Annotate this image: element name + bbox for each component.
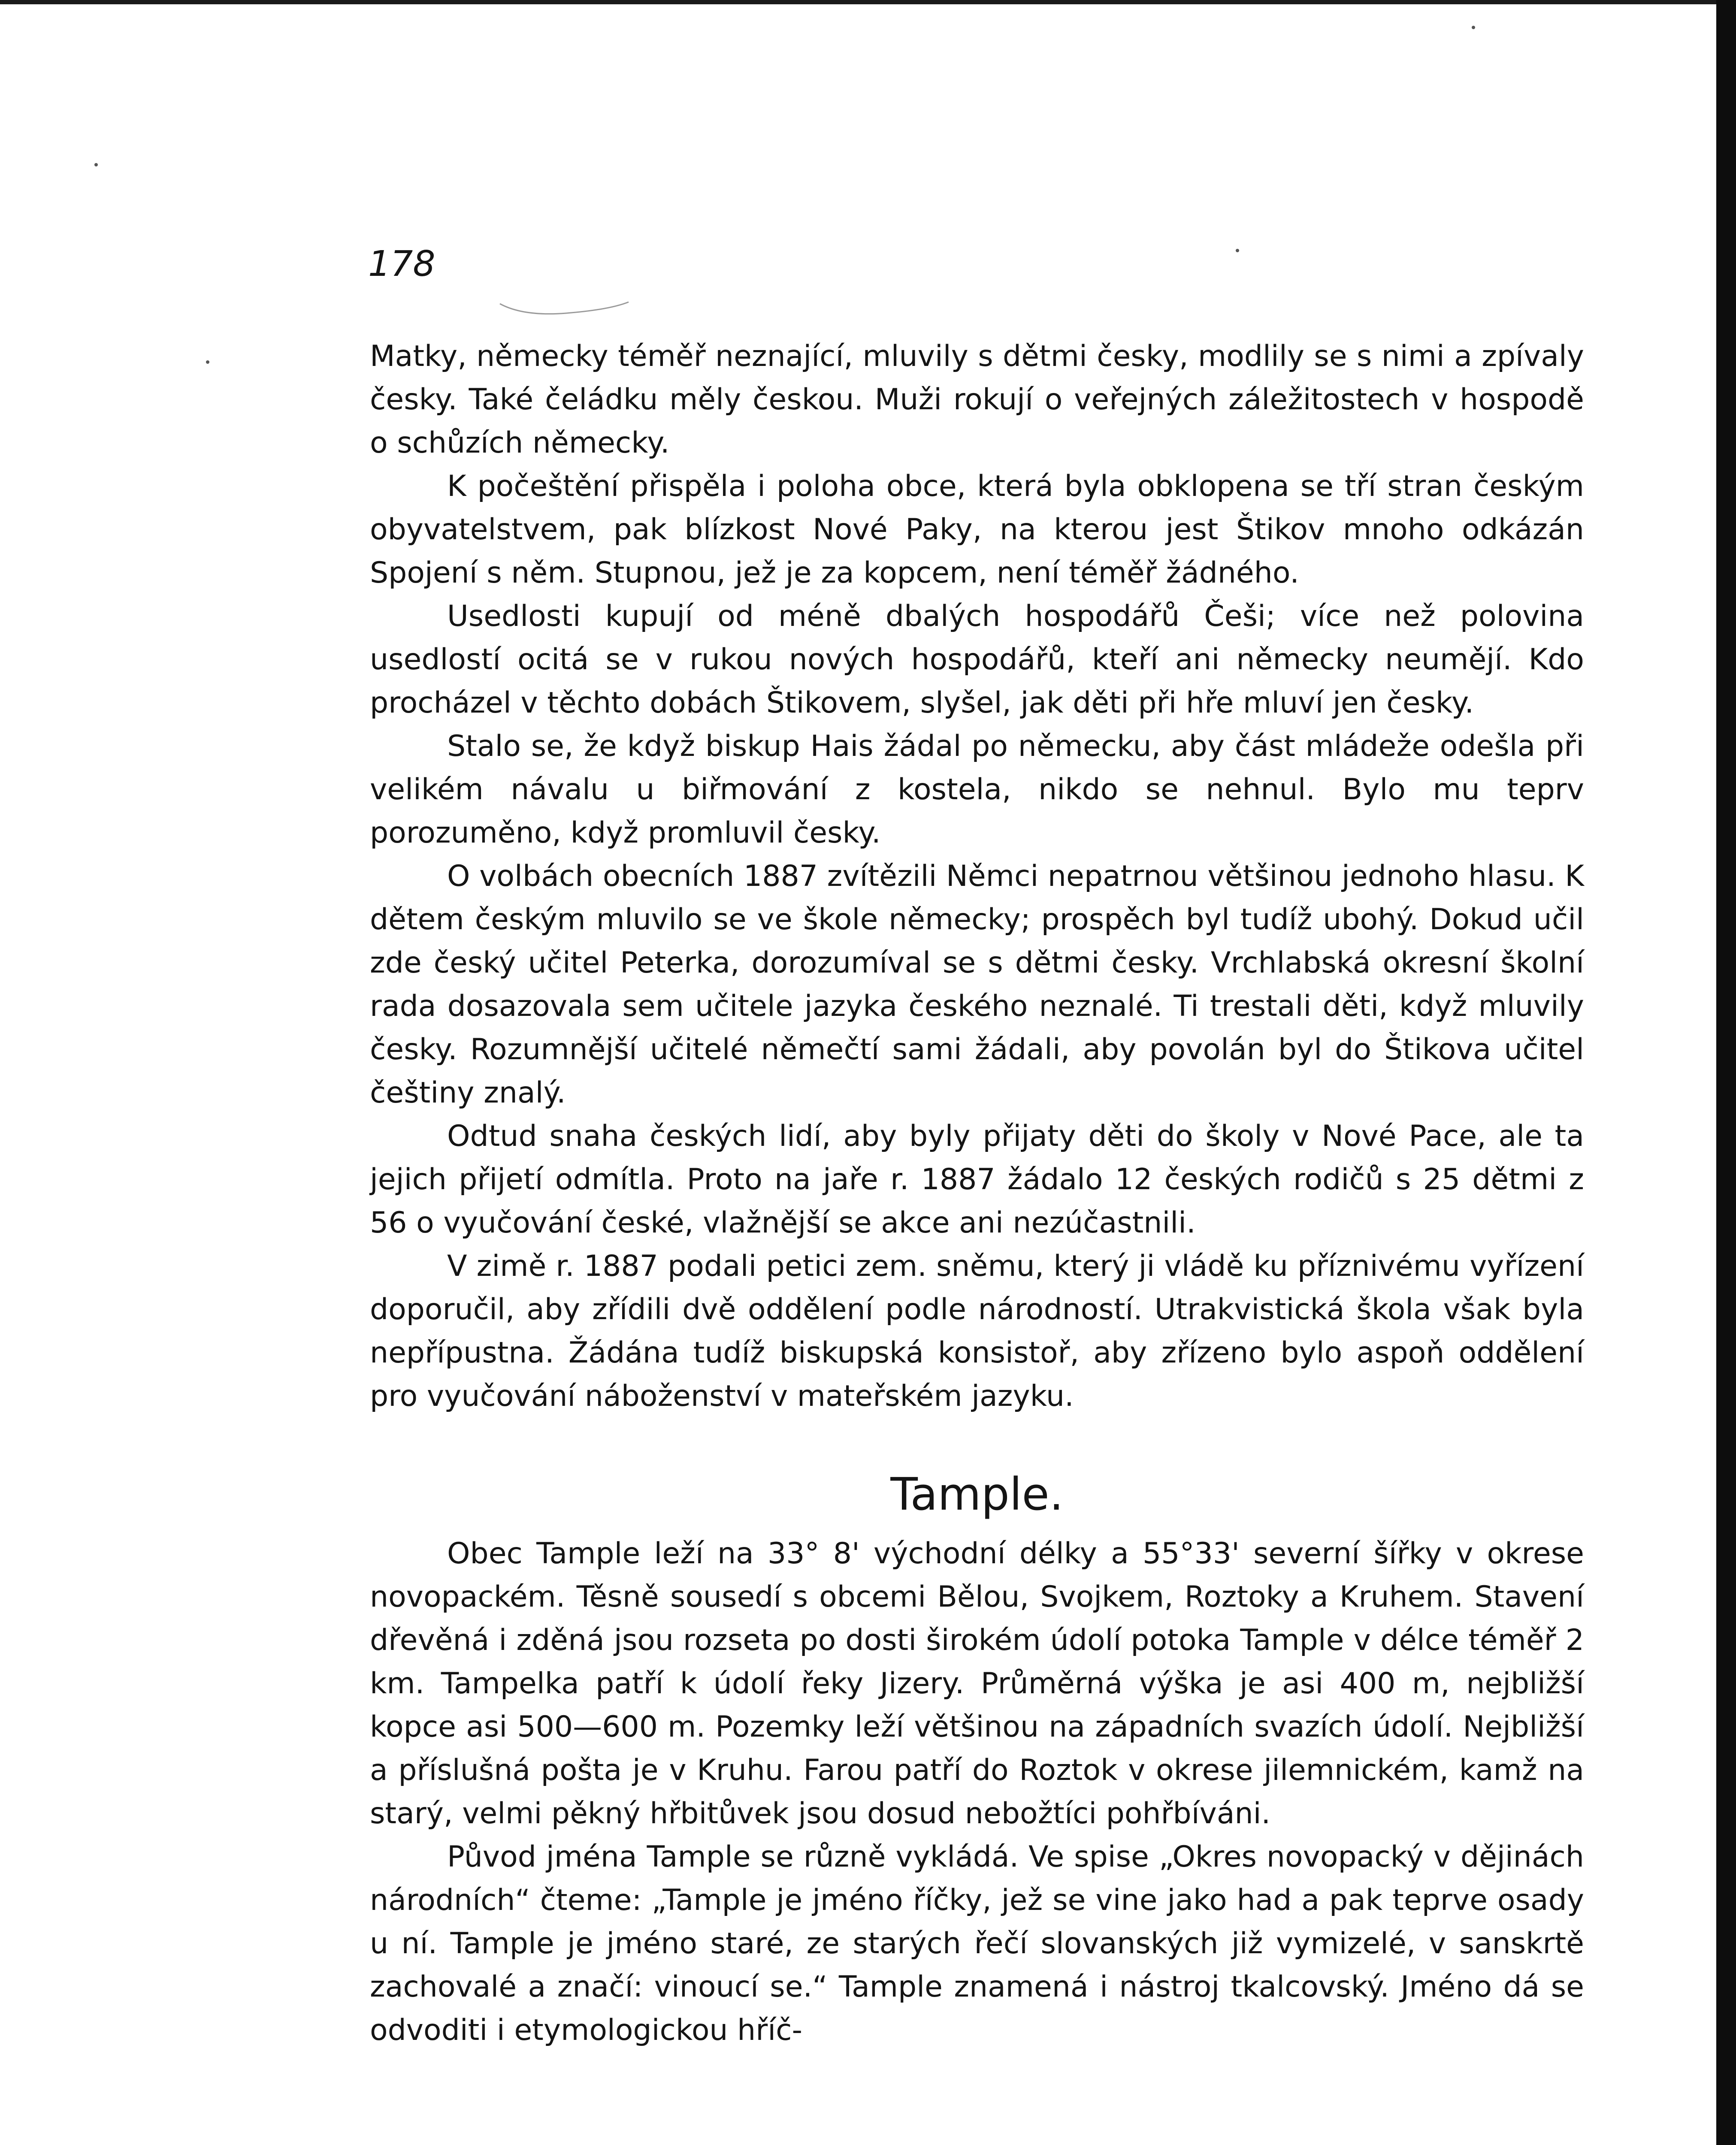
paragraph: V zimě r. 1887 podali petici zem. sněmu, který ji vládě ku příznivému vyřízení doporučil, aby zřídili dvě oddělení podle národností. Utrakvistická škola však byla nepřípustna. Žádána tudíž biskupská konsistoř, aby zřízeno bylo aspoň oddělení pro vyučování náboženství v mateřském jazyku. [370, 1249, 1584, 1413]
paragraph: O volbách obecních 1887 zvítězili Němci nepatrnou většinou jednoho hlasu. K dětem českým mluvilo se ve škole německy; prospěch byl tudíž ubohý. Dokud učil zde český učitel Peterka, dorozumíval se s dětmi česky. Vrchlabská okresní školní rada dosazovala sem učitele jazyka českého neznalé. Ti trestali děti, když mluvily česky. Rozumnější učitelé němečtí sami žádali, aby povolán byl do Štikova učitel češtiny znalý. [370, 859, 1584, 1110]
text-column [370, 335, 1584, 2052]
paragraph: Odtud snaha českých lidí, aby byly přijaty děti do školy v Nové Pace, ale ta jejich přijetí odmítla. Proto na jaře r. 1887 žádalo 12 českých rodičů s 25 dětmi z 56 o vyučování české, vlažnější se akce ani nezúčastnili. [370, 1119, 1584, 1240]
paragraph: Obec Tample leží na 33° 8' východní délky a 55°33' severní šířky v okrese novopackém. Těsně sousedí s obcemi Bělou, Svojkem, Roztoky a Kruhem. Stavení dřevěná i zděná jsou rozseta po dosti širokém údolí potoka Tample v délce téměř 2 km. Tampelka patří k údolí řeky Jizery. Průměrná výška je asi 400 m, nejbližší kopce asi 500—600 m. Pozemky leží většinou na západních svazích údolí. Nejbližší a příslušná pošta je v Kruhu. Farou patří do Roztok v okrese jilemnickém, kamž na starý, velmi pěkný hřbitůvek jsou dosud nebožtíci pohřbíváni. [370, 1537, 1584, 1831]
scan-speck [1236, 249, 1239, 252]
section-title: Tample. [890, 1468, 1064, 1520]
scan-edge-top [0, 0, 1736, 4]
paragraph: K počeštění přispěla i poloha obce, která byla obklopena se tří stran českým obyvatelstvem, pak blízkost Nové Paky, na kterou jest Štikov mnoho odkázán Spojení s něm. Stupnou, jež je za kopcem, není téměř žádného. [370, 469, 1584, 590]
pencil-stroke-mark [498, 300, 631, 317]
scan-speck [1472, 26, 1475, 29]
paragraph: Stalo se, že když biskup Hais žádal po německu, aby část mládeže odešla při velikém návalu u biřmování z kostela, nikdo se nehnul. Bylo mu teprv porozuměno, když promluvil česky. [370, 729, 1584, 850]
page-number: 178 [368, 244, 436, 284]
paragraph: Matky, německy téměř neznající, mluvily s dětmi česky, modlily se s nimi a zpívaly česky. Také čeládku měly českou. Muži rokují o veřejných záležitostech v hospodě o schůzích německy. [370, 339, 1584, 460]
scan-speck [94, 163, 98, 166]
scan-speck [206, 360, 209, 364]
paragraph: Usedlosti kupují od méně dbalých hospodářů Češi; více než polovina usedlostí ocitá se v rukou nových hospodářů, kteří ani německy neumějí. Kdo procházel v těchto dobách Štikovem, slyšel, jak děti při hře mluví jen česky. [370, 599, 1584, 720]
scan-edge-right [1716, 0, 1736, 2145]
paragraph: Původ jména Tample se různě vykládá. Ve spise „Okres novopacký v dějinách národních“ čteme: „Tample je jméno říčky, jež se vine jako had a pak teprve osady u ní. Tample je jméno staré, ze starých řečí slovanských již vymizelé, v sanskrtě zachovalé a značí: vinoucí se.“ Tample znamená i nástroj tkalcovský. Jméno dá se odvoditi i etymologickou hříč- [370, 1840, 1584, 2047]
